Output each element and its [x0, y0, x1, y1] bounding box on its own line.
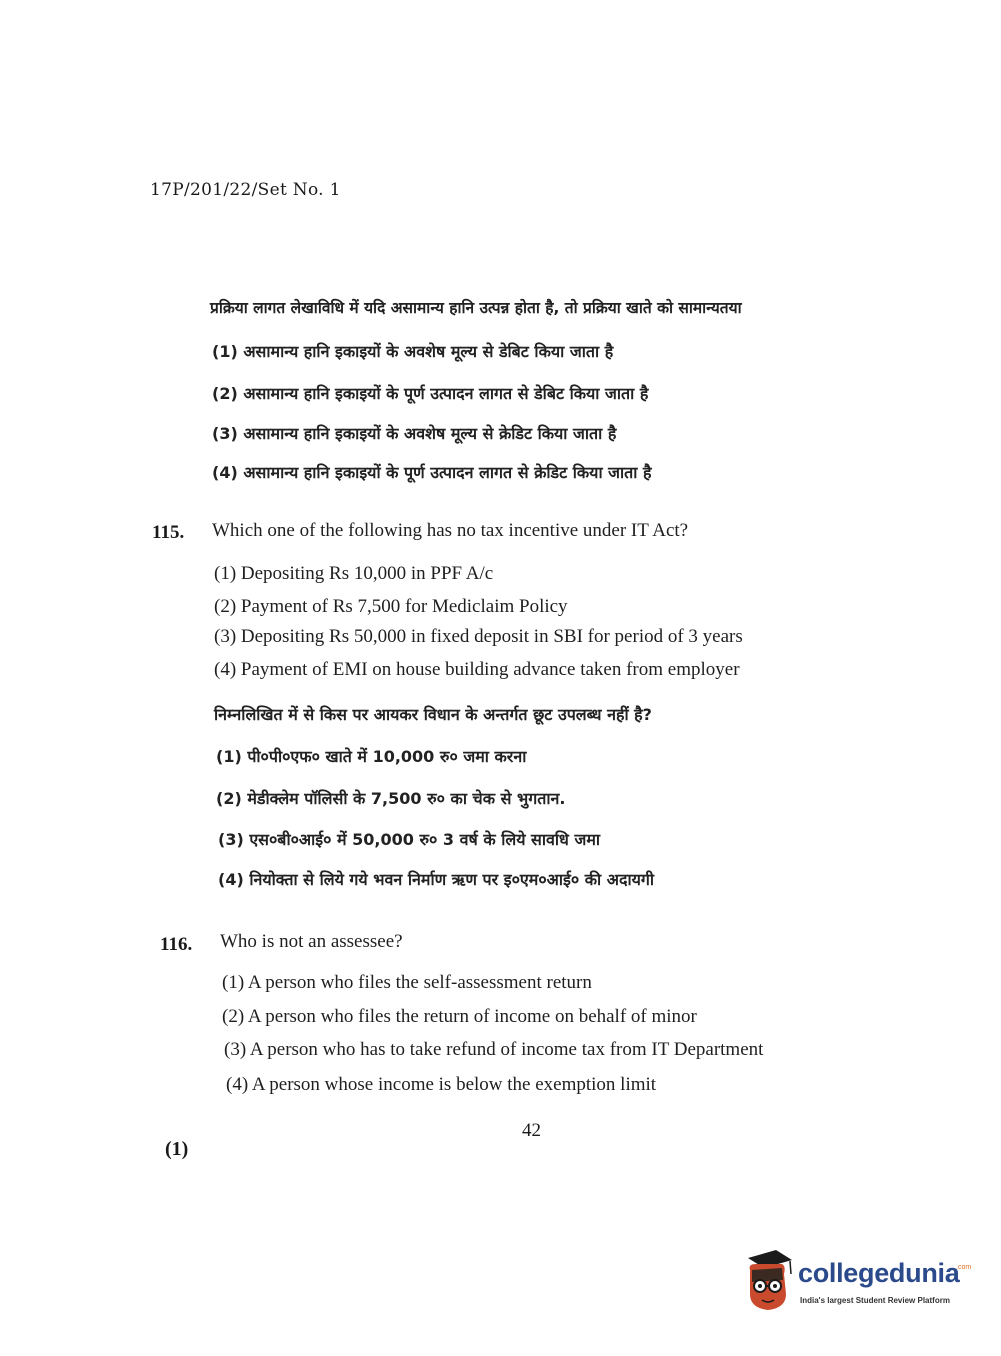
page-number: 42 — [522, 1120, 541, 1141]
q114-hindi-option-1: (1) असामान्य हानि इकाइयों के अवशेष मूल्य से डेबिट किया जाता है — [212, 342, 614, 361]
q114-hindi-option-3: (3) असामान्य हानि इकाइयों के अवशेष मूल्य से क्रेडिट किया जाता है — [212, 424, 617, 443]
q115-option-4: (4) Payment of EMI on house building advance taken from employer — [214, 659, 740, 680]
q115-hindi-stem: निम्नलिखित में से किस पर आयकर विधान के अन्तर्गत छूट उपलब्ध नहीं है? — [214, 705, 652, 724]
q114-hindi-option-4: (4) असामान्य हानि इकाइयों के पूर्ण उत्पादन लागत से क्रेडिट किया जाता है — [212, 463, 652, 482]
q116-option-4: (4) A person whose income is below the exemption limit — [226, 1074, 657, 1095]
q115-hindi-option-1: (1) पी०पी०एफ० खाते में 10,000 रु० जमा करना — [216, 747, 527, 766]
q116-option-3: (3) A person who has to take refund of income tax from IT Department — [224, 1039, 764, 1060]
q115-stem: Which one of the following has no tax incentive under IT Act? — [212, 520, 689, 541]
q114-hindi-stem: प्रक्रिया लागत लेखाविधि में यदि असामान्य हानि उत्पन्न होता है, तो प्रक्रिया खाते को सामान्यतया — [210, 299, 742, 317]
logo-wordmark: collegedunia — [798, 1258, 960, 1288]
q114-hindi-option-2: (2) असामान्य हानि इकाइयों के पूर्ण उत्पादन लागत से डेबिट किया जाता है — [212, 384, 649, 403]
q115-number: 115. — [152, 522, 185, 543]
paper-code: 17P/201/22/Set No. 1 — [150, 180, 341, 200]
logo-tagline: India's largest Student Review Platform — [800, 1296, 950, 1305]
q115-option-2: (2) Payment of Rs 7,500 for Mediclaim Policy — [214, 596, 568, 617]
logo-com: .com — [956, 1264, 972, 1271]
mascot-icon — [742, 1250, 794, 1314]
q116-option-2: (2) A person who files the return of income on behalf of minor — [222, 1006, 697, 1027]
q116-option-1: (1) A person who files the self-assessment return — [222, 972, 592, 993]
q116-number: 116. — [160, 934, 193, 955]
q115-hindi-option-3: (3) एस०बी०आई० में 50,000 रु० 3 वर्ष के लिये सावधि जमा — [218, 830, 601, 849]
q116-stem: Who is not an assessee? — [220, 931, 403, 952]
q115-option-1: (1) Depositing Rs 10,000 in PPF A/c — [214, 563, 494, 584]
q115-hindi-option-4: (4) नियोक्ता से लिये गये भवन निर्माण ऋण पर इ०एम०आई० की अदायगी — [218, 870, 655, 889]
collegedunia-logo — [742, 1250, 982, 1320]
q115-option-3: (3) Depositing Rs 50,000 in fixed deposit in SBI for period of 3 years — [214, 626, 743, 647]
corner-mark: (1) — [165, 1138, 189, 1160]
q115-hindi-option-2: (2) मेडीक्लेम पॉलिसी के 7,500 रु० का चेक से भुगतान. — [216, 789, 566, 808]
